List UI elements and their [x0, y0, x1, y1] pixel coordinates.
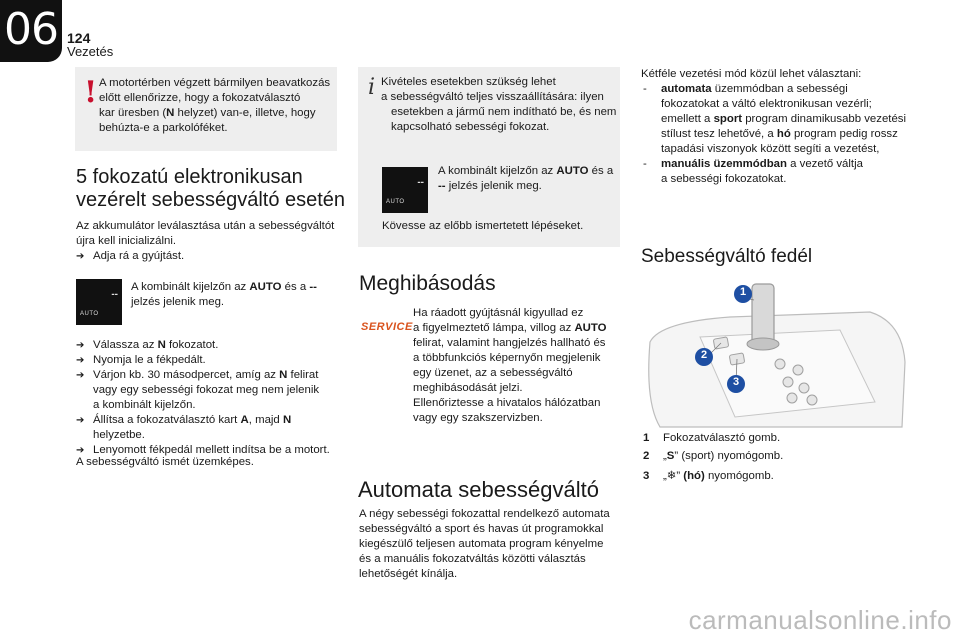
fault-description: Ha ráadott gyújtásnál kigyullad ez a figyelmeztető lámpa, villog az AUTO felirat, valamint hangjelzés hallható és a többfunkciós képernyőn megjelenik egy üzenet, az a sebességváltó meghibásodását jelzi. Ellenőriztesse a hivatalos hálózatban vagy egy szakszervizben.: [413, 307, 607, 424]
step-item: ➔ Lenyomott fékpedál mellett indítsa be a motort.: [76, 444, 330, 456]
service-warning-icon: SERVICE: [361, 321, 413, 333]
watermark-text: carmanualsonline.info: [688, 605, 952, 635]
warning-line-2: előtt ellenőrizze, hogy a fokozatválasztó: [99, 92, 301, 104]
section-heading-fault: Meghibásodás: [359, 272, 496, 295]
info-i-icon: i: [368, 75, 376, 100]
section-heading-automatic: Automata sebességváltó: [358, 477, 599, 502]
warning-box: [75, 67, 337, 151]
section-heading-gear-cover: Sebességváltó fedél: [641, 246, 813, 267]
warning-line-3: kar üresben (N helyzet) van-e, illetve, hogy: [99, 107, 316, 119]
step-item: ➔ Várjon kb. 30 másodpercet, amíg az N felirat vagy egy sebességi fokozat meg nem jelenik a kombinált kijelzőn.: [76, 369, 320, 411]
driving-modes: Kétféle vezetési mód közül lehet választani: - automata üzemmódban a sebességi fokozatokat a váltó elektronikusan vezérli; emellett a sport program dinamikusabb vezetési stílust tesz lehetővé, a hó program pedig rossz tapadási viszonyok között segíti a vezetést, - manuális üzemmódban a vezető váltja a sebességi fokozatokat.: [641, 68, 907, 185]
closing-text: A sebességváltó ismét üzemképes.: [76, 456, 254, 468]
step-item: ➔ Nyomja le a fékpedált.: [76, 354, 206, 366]
legend-item-3: 3 „❄” (hó) nyomógomb.: [643, 470, 774, 482]
section-title: Vezetés: [67, 44, 114, 59]
instrument-display-image: AUTO --: [382, 167, 428, 213]
step-item: ➔ Állítsa a fokozatválasztó kart A, majd N helyzetbe.: [76, 414, 292, 441]
callout-1: 1: [739, 286, 747, 298]
warning-line-4: behúzta-e a parkolóféket.: [99, 122, 228, 134]
chapter-number: 06: [4, 4, 58, 55]
reinit-steps: [76, 338, 338, 458]
callout-2: 2: [700, 349, 708, 361]
chapter-tab: [0, 0, 62, 62]
instrument-display-image: AUTO --: [76, 279, 122, 325]
gear-selector-figure: [640, 282, 910, 432]
callout-3: 3: [732, 376, 740, 388]
automatic-description: A négy sebességi fokozattal rendelkező automata sebességváltó a sport és havas út programokkal kiegészülő teljesen automata program kényelme és a manuális fokozatváltás közötti választás lehetőségét kínálja.: [359, 508, 610, 580]
reinit-intro: Az akkumulátor leválasztása után a sebességváltót újra kell inicializálni. ➔ Adja rá a gyújtást.: [76, 220, 335, 262]
step-item: ➔ Válassza az N fokozatot.: [76, 339, 219, 351]
info-box: i Kivételes esetekben szükség lehet a sebességváltó teljes visszaállítására: ilyen esetekben a jármű nem indítható be, és nem kapcsolható sebességi fokozat. AUTO -- A kombinált kijelzőn az AUTO és a -- jelzés jelenik meg. Kövesse az előbb ismertetett lépéseket.: [358, 67, 620, 247]
legend-item-1: 1 Fokozatválasztó gomb.: [643, 432, 781, 444]
page-number: 124: [67, 30, 91, 46]
legend-item-2: 2 „S” (sport) nyomógomb.: [643, 450, 784, 462]
section-heading-5-speed: 5 fokozatú elektronikusan vezérelt sebességváltó esetén: [76, 166, 346, 211]
warning-line-1: A motortérben végzett bármilyen beavatkozás: [99, 77, 331, 89]
warning-exclamation-icon: !: [84, 75, 98, 110]
display-description: A kombinált kijelzőn az AUTO és a -- jelzés jelenik meg.: [131, 281, 317, 308]
arrow-bullet-icon: ➔: [76, 251, 85, 262]
